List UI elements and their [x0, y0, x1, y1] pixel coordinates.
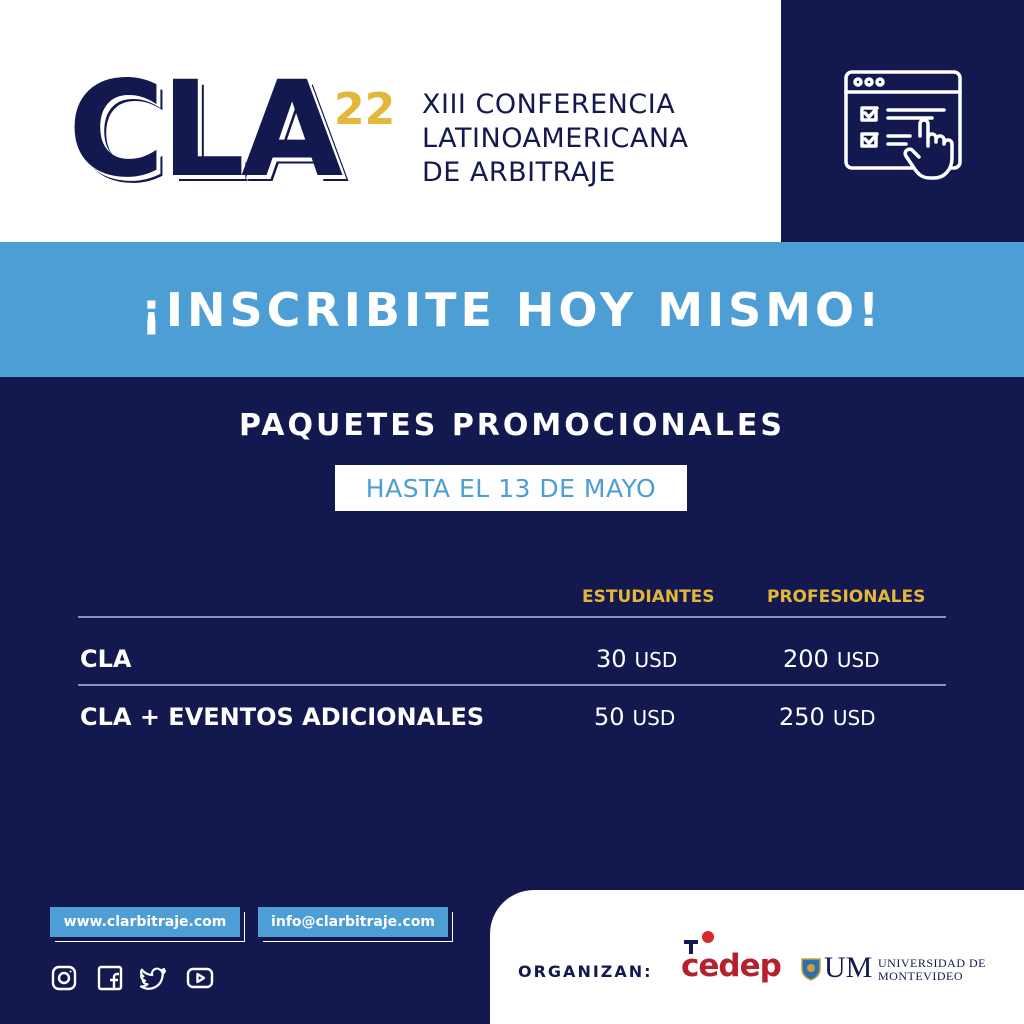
registration-banner: [0, 242, 1024, 377]
price-students: [596, 645, 677, 673]
price-students: [594, 703, 675, 731]
um-logo-subtitle: [878, 957, 986, 983]
package-row-label: CLA: [80, 645, 132, 673]
conference-title-line: LATINOAMERICANA: [422, 123, 689, 154]
conference-title: [422, 88, 762, 190]
twitter-icon[interactable]: [140, 964, 168, 992]
packages-title: PAQUETES PROMOCIONALES: [239, 408, 785, 443]
banner-headline: ¡INSCRIBITE HOY MISMO!: [140, 282, 884, 337]
price-amount: 30: [596, 645, 627, 673]
deadline-badge: HASTA EL 13 DE MAYO: [335, 465, 687, 511]
email-link[interactable]: info@clarbitraje.com: [258, 907, 448, 937]
conference-title-line: XIII CONFERENCIA: [422, 89, 676, 120]
um-subtitle-line: MONTEVIDEO: [878, 969, 963, 983]
table-divider: [78, 616, 946, 618]
cla-logo-year: 22: [334, 84, 396, 135]
package-row-label: CLA + EVENTOS ADICIONALES: [80, 703, 485, 731]
price-currency: USD: [836, 648, 880, 672]
column-header-students: ESTUDIANTES: [582, 587, 715, 607]
table-divider: [78, 684, 946, 686]
price-amount: 50: [594, 703, 625, 731]
price-currency: USD: [634, 648, 678, 672]
youtube-icon[interactable]: [186, 964, 214, 992]
um-shield-icon: [800, 957, 822, 981]
um-logo-text: UM: [824, 951, 873, 984]
price-professionals: [783, 645, 880, 673]
website-link[interactable]: www.clarbitraje.com: [50, 907, 240, 937]
price-currency: USD: [632, 706, 676, 730]
online-form-checklist-icon: [840, 66, 970, 192]
facebook-icon[interactable]: [96, 964, 124, 992]
price-professionals: [779, 703, 876, 731]
um-subtitle-line: UNIVERSIDAD DE: [878, 956, 986, 970]
price-amount: 200: [783, 645, 829, 673]
cedep-logo-text: cedep: [681, 948, 781, 984]
instagram-icon[interactable]: [50, 964, 78, 992]
price-amount: 250: [779, 703, 825, 731]
cla-logo-text: CLA: [68, 53, 340, 207]
column-header-professionals: PROFESIONALES: [767, 587, 926, 607]
price-currency: USD: [832, 706, 876, 730]
conference-title-line: DE ARBITRAJE: [422, 157, 616, 188]
organizers-label: ORGANIZAN:: [518, 962, 653, 981]
